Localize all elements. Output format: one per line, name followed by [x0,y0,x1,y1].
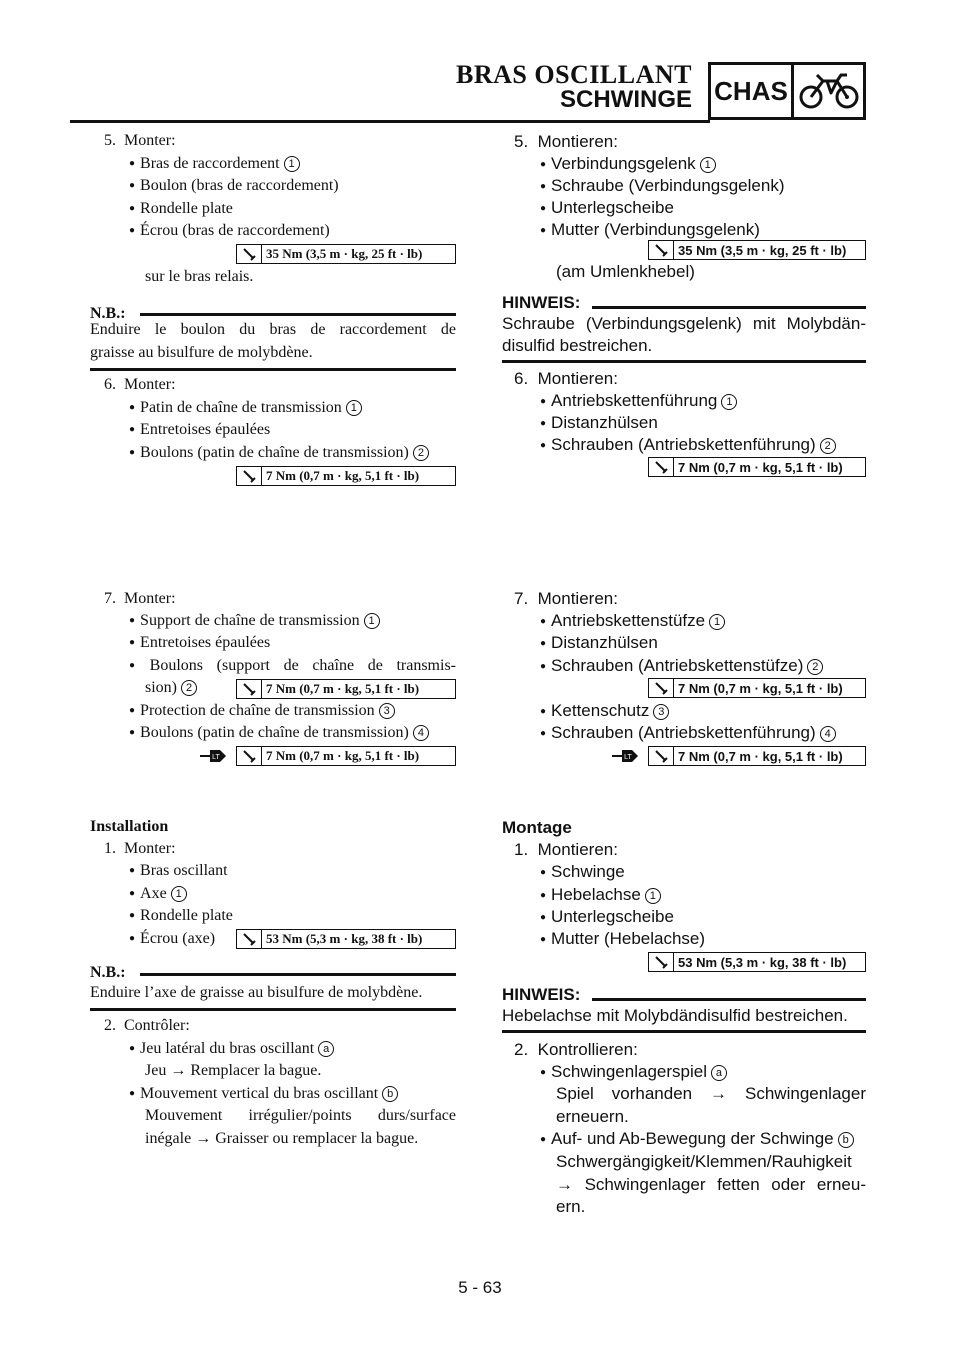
list-item: ● Mouvement vertical du bras oscillant b [129,1085,398,1103]
wrench-icon [237,680,262,698]
list-item: ● Entretoises épaulées [129,421,270,439]
nb-label: N.B.: [90,964,126,981]
torque-spec: 35 Nm (3,5 m · kg, 25 ft · lb) [236,244,456,264]
list-item: ● Unterlegscheibe [540,198,674,218]
wrench-icon [237,930,262,948]
list-item: ● Boulons (patin de chaîne de transmission) 4 [129,724,429,742]
nb-text: graisse au bisulfure de molybdène. [90,344,313,361]
torque-spec: 7 Nm (0,7 m · kg, 5,1 ft · lb) [236,466,456,486]
list-item-detail: → Schwingenlager fetten oder erneu- [556,1175,866,1194]
list-item: ● Schwinge [540,862,625,882]
list-item: ● Boulons (patin de chaîne de transmission) 2 [129,444,429,462]
torque-spec: 7 Nm (0,7 m · kg, 5,1 ft · lb) [648,678,866,698]
section-title-fr: BRAS OSCILLANT [455,60,692,89]
step-5-fr: 5. Monter: [104,132,176,149]
step-7-de: 7. Montieren: [514,589,618,608]
nb-label: HINWEIS: [502,293,581,312]
list-item-detail: inégale → Graisser ou remplacer la bague. [145,1130,419,1147]
list-item: ● Auf- und Ab-Bewegung der Schwinge b [540,1129,854,1149]
svg-text:LT: LT [624,754,632,761]
list-item: ● Antriebskettenstüfze 1 [540,611,725,631]
list-item: ● Hebelachse 1 [540,885,661,905]
check-step-2-de: 2. Kontrollieren: [514,1040,638,1059]
locktite-icon [610,746,642,766]
install-step-1-de: 1. Montieren: [514,840,618,859]
list-item: ● Distanzhülsen [540,633,658,653]
chas-label: CHAS [711,65,794,117]
list-item-detail: Spiel vorhanden → Schwingenlager [556,1084,866,1103]
list-item-detail: Schwergängigkeit/Klemmen/Rauhigkeit [556,1152,852,1171]
list-item-detail: erneuern. [556,1107,629,1126]
list-item: ● Antriebskettenführung 1 [540,391,737,411]
nb-text: Hebelachse mit Molybdändisulfid bestreichen. [502,1006,848,1025]
list-item: ● Rondelle plate [129,907,233,925]
torque-spec: 7 Nm (0,7 m · kg, 5,1 ft · lb) [236,679,456,699]
wrench-icon [649,679,674,697]
step-5-note: sur le bras relais. [145,268,254,285]
list-item: ● Kettenschutz 3 [540,701,669,721]
list-item: ● Rondelle plate [129,200,233,218]
list-item-detail: Mouvement irrégulier/points durs/surface [145,1107,456,1124]
locktite-icon [198,746,230,766]
nb-text: Enduire le boulon du bras de raccordement de [90,321,456,338]
wrench-icon [237,747,262,765]
step-5-de: 5. Montieren: [514,132,618,151]
torque-spec: 7 Nm (0,7 m · kg, 5,1 ft · lb) [648,746,866,766]
wrench-icon [649,747,674,765]
list-item: ● Distanzhülsen [540,413,658,433]
nb-rule [140,973,456,976]
list-item: ● Axe 1 [129,885,187,903]
wrench-icon [237,467,262,485]
step-7-fr: 7. Monter: [104,590,176,607]
list-item: ● Écrou (bras de raccordement) [129,222,330,240]
list-item: ● Support de chaîne de transmission 1 [129,612,380,630]
torque-spec: 7 Nm (0,7 m · kg, 5,1 ft · lb) [648,457,866,477]
right-column [480,0,960,1358]
list-item: ● Bras oscillant [129,862,228,880]
list-item: ● Schraube (Verbindungsgelenk) [540,176,784,196]
list-item: ● Jeu latéral du bras oscillant a [129,1040,334,1058]
list-item: ● Schrauben (Antriebskettenführung) 4 [540,723,836,743]
list-item: ● Protection de chaîne de transmission 3 [129,702,395,720]
install-step-1-fr: 1. Monter: [104,840,176,857]
nb-label: HINWEIS: [502,985,581,1004]
list-item-cont: sion) 2 [145,679,197,697]
list-item: ● Schrauben (Antriebskettenführung) 2 [540,435,836,455]
list-item-detail: ern. [556,1197,586,1216]
list-item: ● Verbindungsgelenk 1 [540,154,716,174]
nb-end-rule [502,1030,866,1033]
step-6-de: 6. Montieren: [514,369,618,388]
list-item: ● Entretoises épaulées [129,634,270,652]
wrench-icon [237,245,262,263]
check-step-2-fr: 2. Contrôler: [104,1017,190,1034]
nb-end-rule [502,360,866,363]
section-title-de: SCHWINGE [560,86,692,113]
page-number: 5 - 63 [458,1278,502,1297]
list-item: ● Boulon (bras de raccordement) [129,177,339,195]
nb-text: Enduire l’axe de graisse au bisulfure de molybdène. [90,984,423,1001]
nb-rule [592,998,866,1001]
nb-end-rule [90,368,456,371]
list-item: ● Schrauben (Antriebskettenstüfze) 2 [540,656,823,676]
list-item: ● Boulons (support de chaîne de transmis- [129,657,456,675]
nb-rule [140,313,456,316]
wrench-icon [649,953,674,971]
list-item: ● Mutter (Verbindungsgelenk) [540,220,760,240]
list-item-detail: Jeu → Remplacer la bague. [145,1062,322,1079]
list-item: ● Écrou (axe) [129,930,215,948]
torque-spec: 53 Nm (5,3 m · kg, 38 ft · lb) [648,952,866,972]
list-item: ● Schwingenlagerspiel a [540,1062,727,1082]
svg-text:LT: LT [212,754,220,761]
nb-label: N.B.: [90,305,126,322]
list-item: ● Bras de raccordement 1 [129,155,300,173]
step-6-fr: 6. Monter: [104,376,176,393]
list-item: ● Unterlegscheibe [540,907,674,927]
nb-end-rule [90,1008,456,1011]
nb-text: Schraube (Verbindungsgelenk) mit Molybdän- [502,314,866,333]
list-item: ● Patin de chaîne de transmission 1 [129,399,362,417]
torque-spec: 53 Nm (5,3 m · kg, 38 ft · lb) [236,929,456,949]
section-heading: Installation [90,818,169,835]
list-item: ● Mutter (Hebelachse) [540,929,705,949]
wrench-icon [649,241,674,259]
wrench-icon [649,458,674,476]
torque-spec: 7 Nm (0,7 m · kg, 5,1 ft · lb) [236,746,456,766]
torque-spec: 35 Nm (3,5 m · kg, 25 ft · lb) [648,240,866,260]
nb-rule [592,306,866,309]
nb-text: disulfid bestreichen. [502,336,653,355]
section-heading: Montage [502,818,572,837]
step-5-note: (am Umlenkhebel) [556,262,695,281]
